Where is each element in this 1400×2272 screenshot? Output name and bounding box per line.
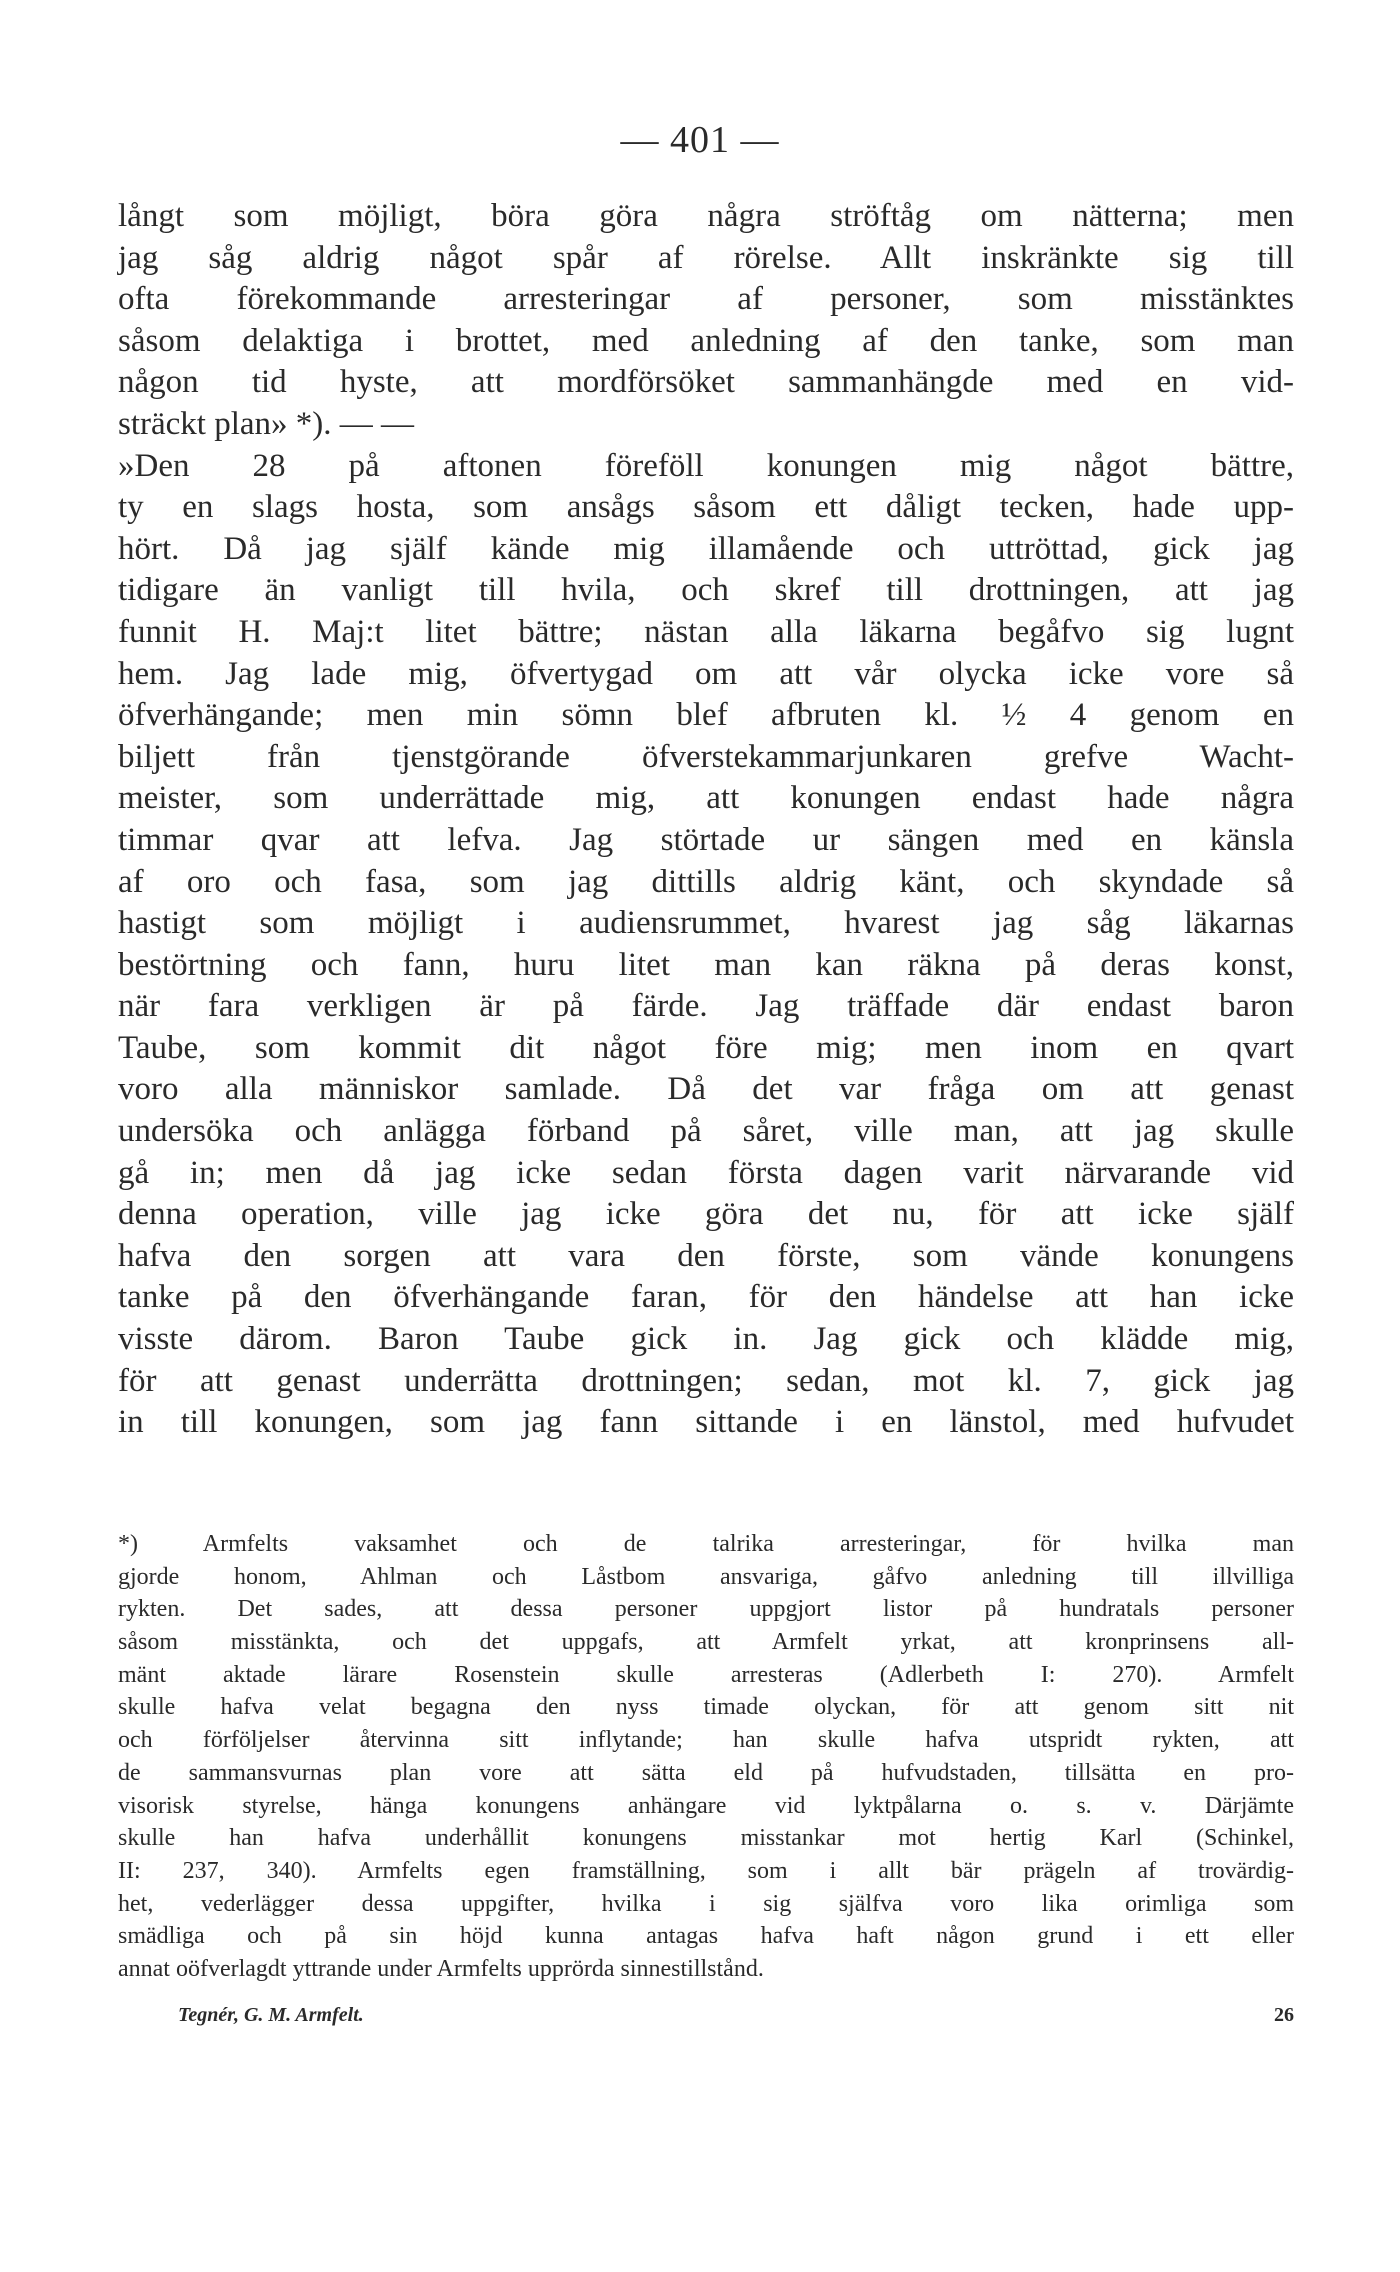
- body-line: hem. Jag lade mig, öfvertygad om att vår olycka icke vore så: [118, 655, 1294, 692]
- body-line: visste därom. Baron Taube gick in. Jag gick och klädde mig,: [118, 1321, 1294, 1358]
- body-line: när fara verkligen är på färde. Jag träffade där endast baron: [118, 988, 1294, 1025]
- body-line: meister, som underrättade mig, att konungen endast hade några: [118, 780, 1294, 817]
- body-line: tanke på den öfverhängande faran, för den händelse att han icke: [118, 1279, 1294, 1316]
- body-line: gå in; men då jag icke sedan första dagen varit närvarande vid: [118, 1154, 1294, 1191]
- body-line: jag såg aldrig något spår af rörelse. Allt inskränkte sig till: [118, 239, 1294, 276]
- footnote-line: och förföljelser återvinna sitt inflytande; han skulle hafva utspridt rykten, att: [118, 1727, 1294, 1754]
- body-line: för att genast underrätta drottningen; sedan, mot kl. 7, gick jag: [118, 1362, 1294, 1399]
- body-line: »Den 28 på aftonen föreföll konungen mig något bättre,: [118, 447, 1294, 484]
- body-line: denna operation, ville jag icke göra det nu, för att icke själf: [118, 1196, 1294, 1233]
- body-text: [118, 196, 1294, 1444]
- body-line: ty en slags hosta, som ansågs såsom ett dåligt tecken, hade upp-: [118, 489, 1294, 526]
- body-line: Taube, som kommit dit något före mig; men inom en qvart: [118, 1029, 1294, 1066]
- body-line: såsom delaktiga i brottet, med anledning af den tanke, som man: [118, 322, 1294, 359]
- body-line: öfverhängande; men min sömn blef afbruten kl. ½ 4 genom en: [118, 697, 1294, 734]
- body-line: biljett från tjenstgörande öfverstekammarjunkaren grefve Wacht-: [118, 738, 1294, 775]
- body-line: funnit H. Maj:t litet bättre; nästan alla läkarna begåfvo sig lugnt: [118, 613, 1294, 650]
- footnote-line: het, vederlägger dessa uppgifter, hvilka i sig själfva voro lika orimliga som: [118, 1890, 1294, 1917]
- body-line: hastigt som möjligt i audiensrummet, hvarest jag såg läkarnas: [118, 905, 1294, 942]
- body-line: långt som möjligt, böra göra några ströftåg om nätterna; men: [118, 198, 1294, 234]
- sheet-number: 26: [1274, 2004, 1294, 2026]
- footnote-line: annat oöfverlagdt yttrande under Armfelts upprörda sinnestillstånd.: [118, 1955, 764, 1982]
- body-line: tidigare än vanligt till hvila, och skref till drottningen, att jag: [118, 572, 1294, 609]
- footnote-line: rykten. Det sades, att dessa personer uppgjort listor på hundratals personer: [118, 1596, 1294, 1623]
- body-line: ofta förekommande arresteringar af personer, som misstänktes: [118, 281, 1294, 318]
- footnote-line: såsom misstänkta, och det uppgafs, att Armfelt yrkat, att kronprinsens all-: [118, 1629, 1294, 1656]
- body-line: af oro och fasa, som jag dittills aldrig känt, och skyndade så: [118, 863, 1294, 900]
- body-line: in till konungen, som jag fann sittande i en länstol, med hufvudet: [118, 1404, 1294, 1441]
- footnote-line: gjorde honom, Ahlman och Låstbom ansvariga, gåfvo anledning till illvilliga: [118, 1563, 1294, 1590]
- footnote-line: visorisk styrelse, hänga konungens anhängare vid lyktpålarna o. s. v. Därjämte: [118, 1792, 1294, 1819]
- footnote-line: II: 237, 340). Armfelts egen framställning, som i allt bär prägeln af trovärdig-: [118, 1857, 1294, 1884]
- footnote-line: de sammansvurnas plan vore att sätta eld på hufvudstaden, tillsätta en pro-: [118, 1759, 1294, 1786]
- body-line: undersöka och anlägga förband på såret, ville man, att jag skulle: [118, 1113, 1294, 1150]
- body-line: hört. Då jag själf kände mig illamående och uttröttad, gick jag: [118, 530, 1294, 567]
- body-line: bestörtning och fann, huru litet man kan räkna på deras konst,: [118, 946, 1294, 983]
- page-footer: [118, 2000, 1294, 2030]
- body-line: någon tid hyste, att mordförsöket sammanhängde med en vid-: [118, 364, 1294, 401]
- footnote-line: skulle han hafva underhållit konungens misstankar mot hertig Karl (Schinkel,: [118, 1825, 1294, 1852]
- footnote-line: smädliga och på sin höjd kunna antagas hafva haft någon grund i ett eller: [118, 1923, 1294, 1950]
- page-number: — 401 —: [620, 119, 780, 161]
- footnote-line: *) Armfelts vaksamhet och de talrika arresteringar, för hvilka man: [118, 1531, 1294, 1557]
- body-line: voro alla människor samlade. Då det var fråga om att genast: [118, 1071, 1294, 1108]
- signature-source: Tegnér, G. M. Armfelt.: [178, 2004, 364, 2026]
- body-line: sträckt plan» *). — —: [118, 405, 415, 442]
- body-line: hafva den sorgen att vara den förste, som vände konungens: [118, 1237, 1294, 1274]
- footnote-line: skulle hafva velat begagna den nyss timade olyckan, för att genom sitt nit: [118, 1694, 1294, 1721]
- footnote-line: mänt aktade lärare Rosenstein skulle arresteras (Adlerbeth I: 270). Armfelt: [118, 1661, 1294, 1688]
- body-line: timmar qvar att lefva. Jag störtade ur sängen med en känsla: [118, 821, 1294, 858]
- footnote: [118, 1528, 1294, 1986]
